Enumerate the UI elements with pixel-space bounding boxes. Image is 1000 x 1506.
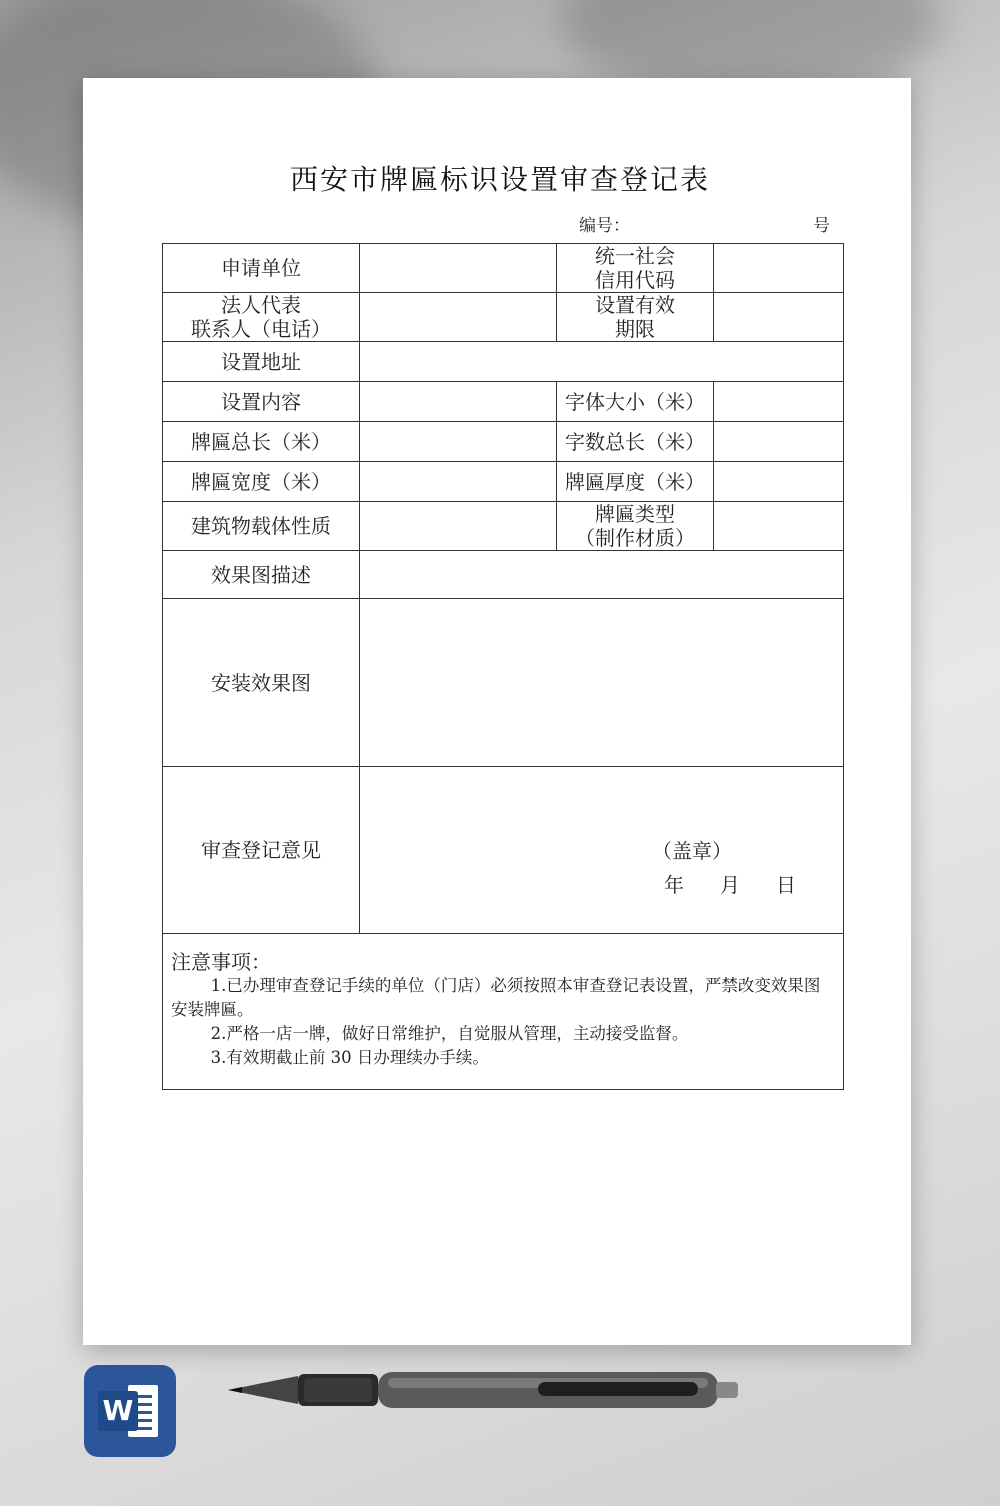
label-effect-description: 效果图描述 bbox=[163, 551, 360, 599]
date-year: 年 bbox=[664, 873, 684, 897]
word-icon-letter: W bbox=[98, 1391, 138, 1431]
field-sign-type[interactable] bbox=[714, 502, 844, 551]
label-review-opinion: 审查登记意见 bbox=[163, 767, 360, 934]
label-sign-length: 牌匾总长（米） bbox=[163, 422, 360, 462]
label-content: 设置内容 bbox=[163, 382, 360, 422]
field-installation-effect[interactable] bbox=[360, 599, 844, 767]
note-item: 2.严格一店一牌，做好日常维护，自觉服从管理，主动接受监督。 bbox=[210, 1024, 689, 1043]
field-credit-code[interactable] bbox=[714, 244, 844, 293]
field-sign-thickness[interactable] bbox=[714, 462, 844, 502]
field-validity-period[interactable] bbox=[714, 293, 844, 342]
notes-heading: 注意事项： bbox=[171, 950, 271, 974]
label-credit-code bbox=[557, 244, 714, 293]
label-installation-effect: 安装效果图 bbox=[163, 599, 360, 767]
field-legal-representative[interactable] bbox=[360, 293, 557, 342]
date-line bbox=[646, 873, 814, 897]
seal-block bbox=[360, 767, 843, 933]
legal-rep-line1: 法人代表 bbox=[221, 293, 301, 317]
label-address: 设置地址 bbox=[163, 342, 360, 382]
field-font-size[interactable] bbox=[714, 382, 844, 422]
label-validity-period bbox=[557, 293, 714, 342]
label-sign-width: 牌匾宽度（米） bbox=[163, 462, 360, 502]
field-review-opinion[interactable] bbox=[360, 767, 844, 934]
label-sign-type bbox=[557, 502, 714, 551]
label-text-length: 字数总长（米） bbox=[557, 422, 714, 462]
date-month: 月 bbox=[720, 873, 740, 897]
sign-type-line2: （制作材质） bbox=[575, 526, 695, 550]
validity-line1: 设置有效 bbox=[595, 293, 675, 317]
field-building-carrier[interactable] bbox=[360, 502, 557, 551]
validity-line2: 期限 bbox=[615, 317, 655, 341]
field-text-length[interactable] bbox=[714, 422, 844, 462]
document-title: 西安市牌匾标识设置审查登记表 bbox=[289, 163, 710, 196]
note-item: 3.有效期截止前 30 日办理续办手续。 bbox=[210, 1048, 489, 1067]
field-applicant-unit[interactable] bbox=[360, 244, 557, 293]
field-sign-length[interactable] bbox=[360, 422, 557, 462]
sign-type-line1: 牌匾类型 bbox=[595, 502, 675, 526]
word-icon bbox=[84, 1365, 176, 1457]
serial-number-label: 编号： bbox=[579, 216, 630, 236]
label-font-size: 字体大小（米） bbox=[557, 382, 714, 422]
serial-number-suffix: 号 bbox=[813, 216, 830, 236]
field-sign-width[interactable] bbox=[360, 462, 557, 502]
field-content[interactable] bbox=[360, 382, 557, 422]
label-sign-thickness: 牌匾厚度（米） bbox=[557, 462, 714, 502]
legal-rep-line2: 联系人（电话） bbox=[191, 317, 331, 341]
field-effect-description[interactable] bbox=[360, 551, 844, 599]
registration-form-table bbox=[162, 243, 844, 1090]
date-day: 日 bbox=[776, 873, 796, 897]
label-building-carrier: 建筑物载体性质 bbox=[163, 502, 360, 551]
credit-code-line2: 信用代码 bbox=[595, 268, 675, 292]
seal-text: （盖章） bbox=[652, 839, 732, 863]
credit-code-line1: 统一社会 bbox=[595, 244, 675, 268]
notes-section bbox=[163, 934, 844, 1090]
label-applicant-unit: 申请单位 bbox=[163, 244, 360, 293]
field-address[interactable] bbox=[360, 342, 844, 382]
pen-icon bbox=[228, 1368, 740, 1412]
note-item: 1.已办理审查登记手续的单位（门店）必须按照本审查登记表设置，严禁改变效果图安装牌匾。 bbox=[171, 976, 821, 1019]
label-legal-representative bbox=[163, 293, 360, 342]
